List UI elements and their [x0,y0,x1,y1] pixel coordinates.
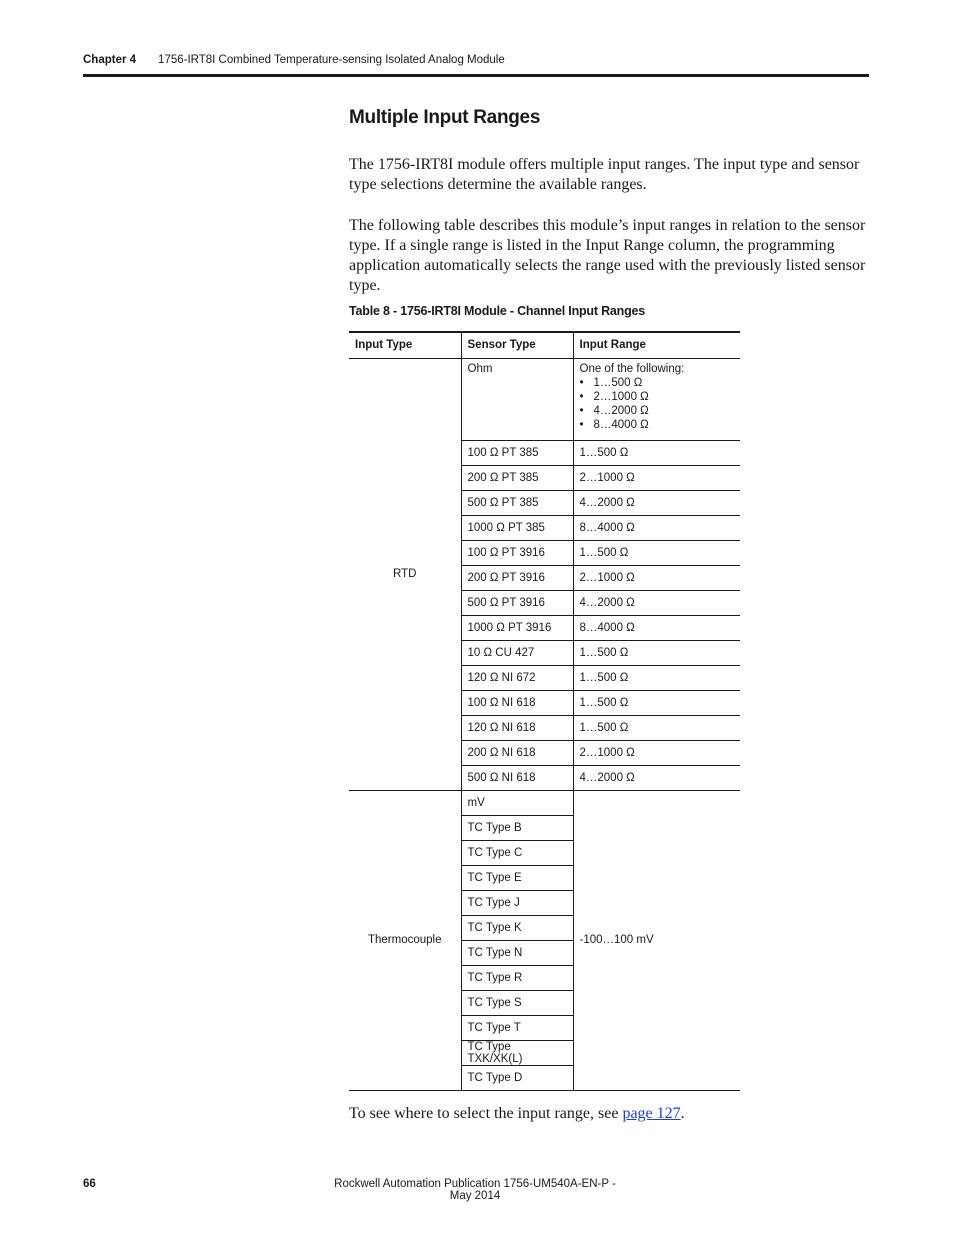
page-link[interactable]: page 127 [622,1105,681,1122]
chapter-title: 1756-IRT8I Combined Temperature-sensing Isolated Analog Module [158,54,505,66]
input-range-cell: 2…1000 Ω [573,740,740,765]
sensor-type-cell: 200 Ω PT 3916 [461,565,573,590]
publication-info: Rockwell Automation Publication 1756-UM540A-EN-P - May 2014 [334,1178,616,1202]
input-range-cell: 1…500 Ω [573,540,740,565]
range-list-item: • 4…2000 Ω [580,404,735,418]
sensor-type-cell: 500 Ω PT 385 [461,490,573,515]
input-range-cell: 1…500 Ω [573,715,740,740]
thermocouple-group [349,790,740,1090]
table-row [349,358,740,440]
input-range-cell: 2…1000 Ω [573,565,740,590]
sensor-type-cell: 1000 Ω PT 3916 [461,615,573,640]
sensor-type-cell: Ohm [461,358,573,440]
input-range-cell: 8…4000 Ω [573,515,740,540]
input-range-cell: 1…500 Ω [573,665,740,690]
sensor-type-cell: 120 Ω NI 672 [461,665,573,690]
sensor-type-cell: TC Type J [461,890,573,915]
input-range-cell: 8…4000 Ω [573,615,740,640]
sensor-type-cell: 120 Ω NI 618 [461,715,573,740]
sensor-type-cell: 100 Ω NI 618 [461,690,573,715]
column-header-input-range: Input Range [573,332,740,358]
sensor-type-cell: TC Type R [461,965,573,990]
section-title: Multiple Input Ranges [349,107,541,128]
sensor-type-cell: TC Type C [461,840,573,865]
sensor-type-cell: TC Type K [461,915,573,940]
input-range-cell: 1…500 Ω [573,640,740,665]
range-list-item: • 8…4000 Ω [580,418,735,432]
sensor-type-cell: mV [461,790,573,815]
input-ranges-table [349,331,740,1091]
range-intro: One of the following: [579,362,685,375]
input-range-cell [573,358,740,440]
sensor-type-cell: TC Type D [461,1065,573,1090]
input-type-cell: RTD [349,358,461,790]
intro-paragraph: The 1756-IRT8I module offers multiple input ranges. The input type and sensor type selections determine the available ranges. [349,156,860,193]
range-list [580,376,735,432]
range-list-item: • 1…500 Ω [580,376,735,390]
sensor-type-cell: 100 Ω PT 385 [461,440,573,465]
sensor-type-cell: 500 Ω PT 3916 [461,590,573,615]
input-range-cell: -100…100 mV [573,790,740,1090]
chapter-label: Chapter 4 [83,54,137,66]
input-range-cell: 4…2000 Ω [573,590,740,615]
table-header-row [349,332,740,358]
sensor-type-cell: 200 Ω NI 618 [461,740,573,765]
sensor-type-cell: TC Type B [461,815,573,840]
input-range-cell: 1…500 Ω [573,690,740,715]
table-row [349,790,740,815]
sensor-type-cell: 1000 Ω PT 385 [461,515,573,540]
footer-note-period: . [680,1105,685,1122]
column-header-sensor-type: Sensor Type [461,332,573,358]
running-header [83,54,505,66]
rtd-group [349,358,740,790]
footer-note-text: To see where to select the input range, see [349,1105,619,1122]
input-range-cell: 1…500 Ω [573,440,740,465]
sensor-type-cell: 500 Ω NI 618 [461,765,573,790]
footer-note [349,1105,685,1123]
input-range-cell: 2…1000 Ω [573,465,740,490]
range-list-item: • 2…1000 Ω [580,390,735,404]
table-caption: Table 8 - 1756-IRT8I Module - Channel Input Ranges [349,304,646,318]
sensor-type-cell: TC Type T [461,1015,573,1040]
sensor-type-cell: 10 Ω CU 427 [461,640,573,665]
input-range-cell: 4…2000 Ω [573,490,740,515]
sensor-type-cell: 100 Ω PT 3916 [461,540,573,565]
sensor-type-cell: TC Type E [461,865,573,890]
column-header-input-type: Input Type [349,332,461,358]
sensor-type-cell: TC Type S [461,990,573,1015]
sensor-type-cell: 200 Ω PT 385 [461,465,573,490]
input-type-cell: Thermocouple [349,790,461,1090]
header-rule [83,74,869,77]
input-range-cell: 4…2000 Ω [573,765,740,790]
sensor-type-cell: TC Type N [461,940,573,965]
page-number: 66 [83,1178,96,1190]
sensor-type-cell: TC Type TXK/XK(L) [461,1040,573,1065]
table-description-paragraph: The following table describes this module’s input ranges in relation to the sensor type. If a single range is listed in the Input Range column, the programming application automatically selects the range used with the previously listed sensor type. [349,217,866,294]
